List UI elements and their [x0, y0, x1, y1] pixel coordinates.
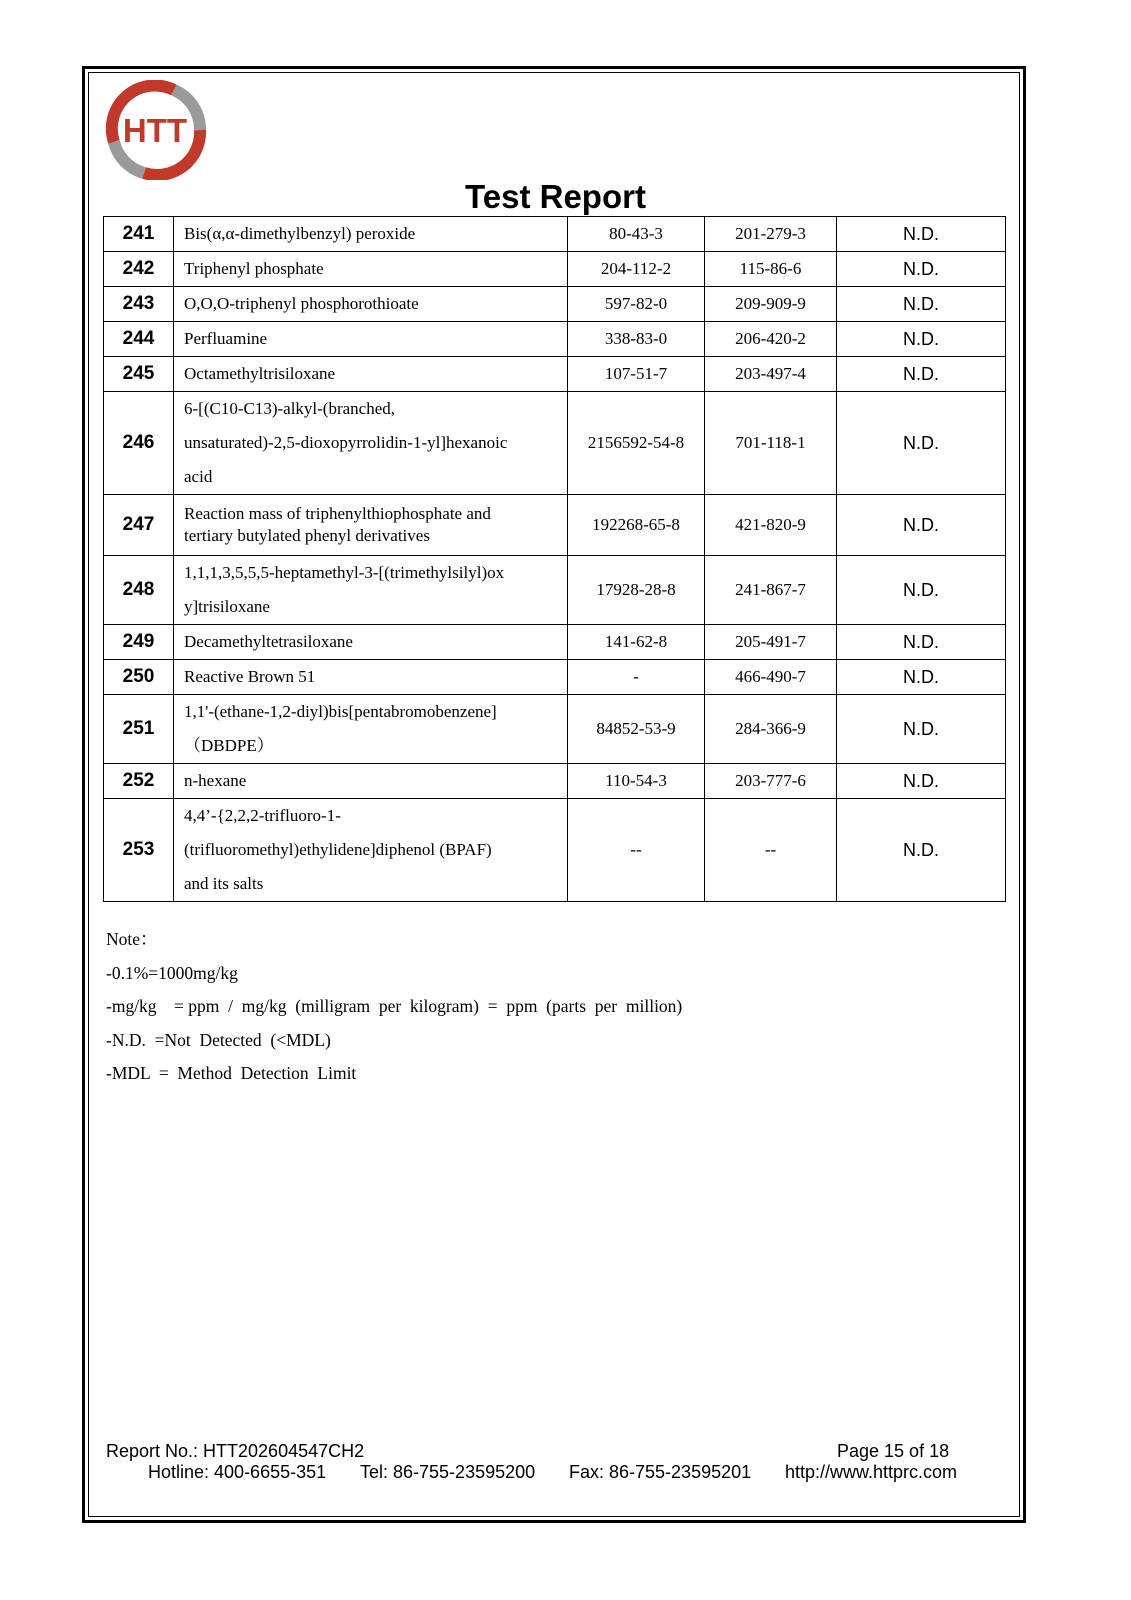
table-row — [104, 357, 1006, 392]
substance-name — [174, 556, 568, 625]
substance-name-line: 1,1,1,3,5,5,5-heptamethyl-3-[(trimethylsilyl)ox — [184, 563, 505, 582]
substance-name — [174, 357, 568, 392]
item-number: 243 — [104, 287, 174, 322]
telephone: Tel: 86-755-23595200 — [360, 1462, 536, 1482]
substance-name-line: Decamethyltetrasiloxane — [184, 632, 353, 651]
page-title: Test Report — [465, 178, 646, 215]
substance-name-line: tertiary butylated phenyl derivatives — [184, 526, 430, 545]
substance-name — [174, 764, 568, 799]
result-value: N.D. — [837, 217, 1006, 252]
item-number: 247 — [104, 495, 174, 556]
result-value: N.D. — [837, 495, 1006, 556]
table-row — [104, 287, 1006, 322]
item-number: 250 — [104, 660, 174, 695]
cas-number: 338-83-0 — [568, 322, 705, 357]
table-row — [104, 495, 1006, 556]
item-number: 253 — [104, 799, 174, 902]
substance-name — [174, 495, 568, 556]
note-line: -mg/kg = ppm / mg/kg (milligram per kilogram) = ppm (parts per million) — [106, 996, 683, 1016]
table-row — [104, 695, 1006, 764]
page-number: Page 15 of 18 — [837, 1441, 950, 1461]
results-table — [103, 216, 1006, 902]
substance-name-line: O,O,O-triphenyl phosphorothioate — [184, 294, 419, 313]
result-value: N.D. — [837, 764, 1006, 799]
item-number: 249 — [104, 625, 174, 660]
ec-number: 701-118-1 — [705, 392, 837, 495]
note-line: -0.1%=1000mg/kg — [106, 962, 238, 983]
table-row — [104, 556, 1006, 625]
substance-name — [174, 322, 568, 357]
table-row — [104, 764, 1006, 799]
item-number: 251 — [104, 695, 174, 764]
result-value: N.D. — [837, 556, 1006, 625]
substance-name — [174, 392, 568, 495]
substance-name-line: 4,4’-{2,2,2-trifluoro-1- — [184, 806, 341, 825]
table-row — [104, 660, 1006, 695]
substance-name — [174, 695, 568, 764]
result-value: N.D. — [837, 392, 1006, 495]
notes-section — [106, 926, 682, 1094]
substance-name-line: n-hexane — [184, 771, 247, 790]
cas-number: -- — [568, 799, 705, 902]
report-number: Report No.: HTT202604547CH2 — [106, 1441, 365, 1461]
substance-name — [174, 660, 568, 695]
substance-name — [174, 287, 568, 322]
ec-number: 205-491-7 — [705, 625, 837, 660]
table-row — [104, 252, 1006, 287]
cas-number: 597-82-0 — [568, 287, 705, 322]
substance-name-line: Octamethyltrisiloxane — [184, 364, 336, 383]
cas-number: 84852-53-9 — [568, 695, 705, 764]
substance-name-line: （DBDPE） — [184, 736, 274, 755]
substance-name — [174, 799, 568, 902]
item-number: 252 — [104, 764, 174, 799]
substance-name — [174, 252, 568, 287]
substance-name-line: Reaction mass of triphenylthiophosphate and — [184, 504, 491, 523]
ec-number: 421-820-9 — [705, 495, 837, 556]
ec-number: 203-777-6 — [705, 764, 837, 799]
table-row — [104, 625, 1006, 660]
substance-name-line: unsaturated)-2,5-dioxopyrrolidin-1-yl]hexanoic — [184, 433, 508, 452]
substance-name-line: and its salts — [184, 874, 264, 893]
cas-number: - — [568, 660, 705, 695]
table-row — [104, 322, 1006, 357]
cas-number: 141-62-8 — [568, 625, 705, 660]
item-number: 245 — [104, 357, 174, 392]
cas-number: 2156592-54-8 — [568, 392, 705, 495]
ec-number: 203-497-4 — [705, 357, 837, 392]
table-row — [104, 392, 1006, 495]
svg-text:HTT: HTT — [122, 112, 188, 149]
ec-number: 206-420-2 — [705, 322, 837, 357]
substance-name-line: y]trisiloxane — [184, 597, 270, 616]
item-number: 244 — [104, 322, 174, 357]
ec-number: 201-279-3 — [705, 217, 837, 252]
item-number: 242 — [104, 252, 174, 287]
ec-number: 209-909-9 — [705, 287, 837, 322]
ec-number: -- — [705, 799, 837, 902]
result-value: N.D. — [837, 252, 1006, 287]
cas-number: 80-43-3 — [568, 217, 705, 252]
htt-logo — [104, 80, 208, 180]
cas-number: 107-51-7 — [568, 357, 705, 392]
substance-name — [174, 217, 568, 252]
website-link[interactable]: http://www.httprc.com — [785, 1462, 958, 1482]
table-row — [104, 799, 1006, 902]
note-line: -N.D. =Not Detected (<MDL) — [106, 1029, 331, 1050]
result-value: N.D. — [837, 357, 1006, 392]
note-heading: Note： — [106, 929, 158, 949]
substance-name-line: Perfluamine — [184, 329, 268, 348]
table-row — [104, 217, 1006, 252]
substance-name-line: 1,1'-(ethane-1,2-diyl)bis[pentabromobenzene] — [184, 702, 497, 721]
item-number: 241 — [104, 217, 174, 252]
result-value: N.D. — [837, 695, 1006, 764]
substance-name-line: (trifluoromethyl)ethylidene]diphenol (BPAF) — [184, 840, 492, 859]
cas-number: 110-54-3 — [568, 764, 705, 799]
item-number: 248 — [104, 556, 174, 625]
substance-name-line: Bis(α,α-dimethylbenzyl) peroxide — [184, 224, 416, 243]
substance-name-line: Reactive Brown 51 — [184, 667, 316, 686]
ec-number: 115-86-6 — [705, 252, 837, 287]
cas-number: 192268-65-8 — [568, 495, 705, 556]
hotline: Hotline: 400-6655-351 — [148, 1462, 327, 1482]
substance-name — [174, 625, 568, 660]
result-value: N.D. — [837, 287, 1006, 322]
result-value: N.D. — [837, 799, 1006, 902]
substance-name-line: acid — [184, 467, 213, 486]
result-value: N.D. — [837, 660, 1006, 695]
result-value: N.D. — [837, 625, 1006, 660]
ec-number: 241-867-7 — [705, 556, 837, 625]
ec-number: 466-490-7 — [705, 660, 837, 695]
item-number: 246 — [104, 392, 174, 495]
substance-name-line: Triphenyl phosphate — [184, 259, 324, 278]
ec-number: 284-366-9 — [705, 695, 837, 764]
cas-number: 17928-28-8 — [568, 556, 705, 625]
substance-name-line: 6-[(C10-C13)-alkyl-(branched, — [184, 399, 396, 418]
fax: Fax: 86-755-23595201 — [569, 1462, 752, 1482]
note-line: -MDL = Method Detection Limit — [106, 1063, 357, 1083]
result-value: N.D. — [837, 322, 1006, 357]
cas-number: 204-112-2 — [568, 252, 705, 287]
